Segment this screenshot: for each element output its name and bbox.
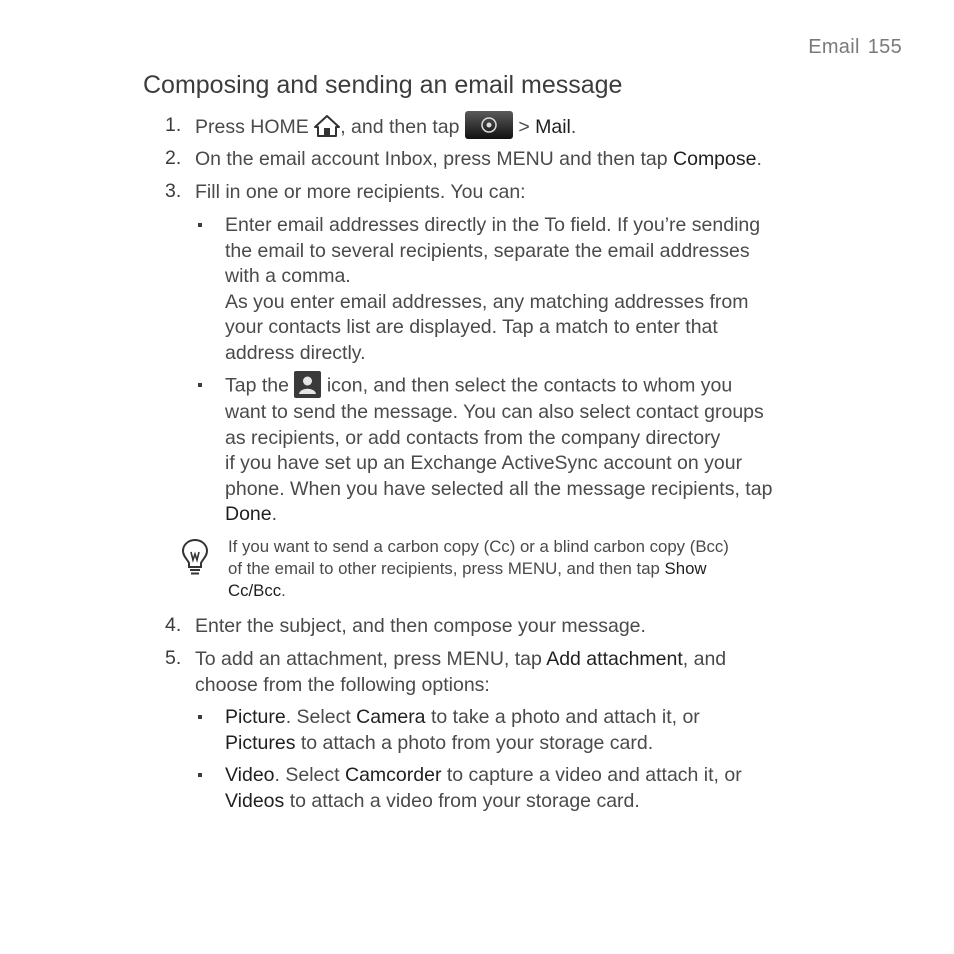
mail-label: Mail: [535, 116, 571, 139]
bullet-1-line: the email to several recipients, separate the email addresses: [225, 239, 750, 262]
bullet-1-line: As you enter email addresses, any matching addresses from: [225, 290, 749, 313]
step-2-text: [195, 147, 762, 173]
bullet-4-line: [225, 763, 742, 789]
step-4-number: 4.: [165, 614, 182, 636]
bullet-3-rest-1: to take a photo and attach it, or: [430, 706, 700, 728]
bullet-3-line: [225, 705, 700, 731]
tip-line-2-pre: of the email to other recipients, press MENU, and then tap: [228, 559, 660, 578]
bullet-2-text: [225, 373, 772, 528]
page-header: [808, 36, 902, 59]
bullet-1-text: [225, 213, 760, 366]
camcorder-label: Camcorder: [345, 764, 442, 786]
step-1-mid: , and then tap: [340, 116, 460, 139]
bullet-2-line: [225, 502, 772, 528]
show-label: Show: [664, 559, 707, 578]
contacts-icon: [294, 371, 321, 398]
step-1-number: 1.: [165, 114, 182, 136]
step-3-number: 3.: [165, 180, 182, 202]
tip-line: [228, 580, 729, 602]
step-2-number: 2.: [165, 147, 182, 169]
bullet-3-line: [225, 731, 700, 757]
bullet-2-line: want to send the message. You can also select contact groups: [225, 401, 764, 423]
mail-app-icon: [465, 111, 513, 139]
step-5-line: [195, 647, 726, 673]
bullet-1-line: with a comma.: [225, 265, 351, 287]
step-5-line: choose from the following options:: [195, 673, 490, 696]
header-section: Email: [808, 36, 860, 58]
bullet-4-line: [225, 789, 742, 815]
bullet-1-line: address directly.: [225, 341, 366, 364]
step-3-text: Fill in one or more recipients. You can:: [195, 181, 526, 203]
step-4-text: Enter the subject, and then compose your message.: [195, 615, 646, 637]
compose-label: Compose: [673, 148, 757, 170]
step-2-end: .: [756, 148, 762, 170]
step-1-text: [195, 114, 576, 142]
bullet-marker: [198, 715, 202, 719]
tip-end: .: [281, 581, 286, 600]
bullet-2-line: phone. When you have selected all the message recipients, tap: [225, 477, 773, 500]
bullet-marker: [198, 383, 202, 387]
home-icon: [314, 114, 340, 138]
bullet-4-rest-1: to capture a video and attach it, or: [446, 764, 742, 786]
tip-text: [228, 536, 729, 602]
bullet-2-post: icon, and then select the contacts to whom you: [326, 374, 733, 397]
bullet-1-line: Enter email addresses directly in the To field. If you’re sending: [225, 214, 761, 236]
pictures-label: Pictures: [225, 731, 296, 754]
bullet-2-line: as recipients, or add contacts from the company directory: [225, 426, 721, 449]
bullet-2-end: .: [271, 503, 278, 525]
bullet-4-rest-2: to attach a video from your storage card.: [289, 789, 640, 812]
step-5-pre: To add an attachment, press MENU, tap: [195, 648, 542, 670]
bullet-2-line: [225, 373, 772, 400]
page-number: 155: [867, 36, 902, 58]
bullet-2-line: if you have set up an Exchange ActiveSync account on your: [225, 452, 743, 474]
bullet-marker: [198, 223, 202, 227]
bullet-1-line: your contacts list are displayed. Tap a match to enter that: [225, 316, 718, 338]
done-label: Done: [225, 503, 272, 525]
select-text: . Select: [285, 706, 351, 728]
step-2-body: On the email account Inbox, press MENU and then tap: [195, 148, 668, 170]
bullet-3-text: [225, 705, 700, 756]
bullet-marker: [198, 773, 202, 777]
picture-label: Picture: [225, 706, 286, 728]
step-1-pre: Press HOME: [195, 116, 309, 139]
step-5-post: , and: [682, 648, 727, 670]
video-label: Video: [225, 764, 275, 786]
step-1-sep: >: [518, 116, 530, 139]
tip-line: [228, 558, 729, 580]
videos-label: Videos: [225, 789, 285, 812]
select-text: . Select: [274, 764, 340, 786]
lightbulb-icon: [180, 538, 210, 583]
add-attachment-label: Add attachment: [546, 648, 683, 670]
bullet-2-pre: Tap the: [225, 374, 289, 397]
step-5-text: [195, 647, 726, 698]
tip-line: If you want to send a carbon copy (Cc) or a blind carbon copy (Bcc): [228, 537, 729, 556]
cc-bcc-label: Cc/Bcc: [228, 581, 282, 600]
bullet-3-rest-2: to attach a photo from your storage card.: [300, 731, 654, 754]
step-5-number: 5.: [165, 647, 182, 669]
step-1-end: .: [570, 116, 577, 139]
bullet-4-text: [225, 763, 742, 814]
camera-label: Camera: [356, 706, 426, 728]
page-title: Composing and sending an email message: [143, 71, 623, 99]
